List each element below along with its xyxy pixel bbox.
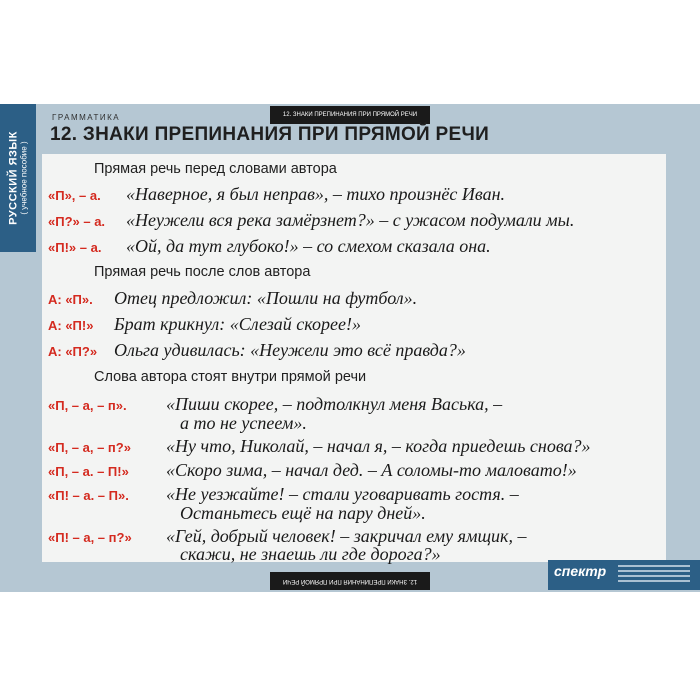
example-sentence: Ольга удивилась: «Неужели это всё правда?» — [114, 340, 466, 360]
example-sentence: «Наверное, я был неправ», – тихо произнёс Иван. — [126, 184, 506, 204]
sentence-continuation: скажи, не знаешь ли где дорога?» — [180, 544, 441, 564]
example-sentence: «Гей, добрый человек! – закричал ему ямщик, – — [166, 526, 527, 546]
publisher-logo: спектр — [554, 563, 607, 579]
punctuation-scheme: А: «П». — [48, 292, 93, 307]
poster — [0, 104, 700, 592]
example-row — [48, 184, 505, 205]
example-row — [48, 236, 491, 257]
example-sentence: Брат крикнул: «Слезай скорее!» — [114, 314, 362, 334]
example-sentence: Отец предложил: «Пошли на футбол». — [114, 288, 418, 308]
example-sentence: «Ой, да тут глубоко!» – со смехом сказала она. — [126, 236, 491, 256]
example-row — [48, 484, 519, 505]
punctuation-scheme: «П, – а, – п?» — [48, 440, 131, 455]
section-heading: Прямая речь перед словами автора — [94, 161, 337, 177]
punctuation-scheme: А: «П!» — [48, 318, 94, 333]
example-sentence: «Неужели вся река замёрзнет?» – с ужасом подумали мы. — [126, 210, 575, 230]
punctuation-scheme: А: «П?» — [48, 344, 98, 359]
bottom-tab: 12. ЗНАКИ ПРЕПИНАНИЯ ПРИ ПРЯМОЙ РЕЧИ — [270, 572, 430, 590]
page-title: 12. ЗНАКИ ПРЕПИНАНИЯ ПРИ ПРЯМОЙ РЕЧИ — [50, 124, 490, 145]
example-sentence: «Скоро зима, – начал дед. – А соломы-то маловато!» — [166, 460, 577, 480]
content-panel — [42, 154, 666, 562]
example-sentence: «Не уезжайте! – стали уговаривать гостя. – — [166, 484, 519, 504]
example-row — [48, 436, 591, 457]
example-row — [48, 394, 502, 415]
punctuation-scheme: «П», – а. — [48, 188, 101, 203]
section-label: ГРАММАТИКА — [52, 113, 121, 122]
section-heading: Прямая речь после слов автора — [94, 264, 311, 280]
sentence-continuation: Останьтесь ещё на пару дней». — [180, 503, 426, 523]
example-row — [48, 210, 574, 231]
subject-sidebar — [0, 104, 36, 252]
punctuation-scheme: «П! – а. – П». — [48, 488, 129, 503]
example-row — [48, 460, 577, 481]
subject-name: РУССКИЙ ЯЗЫК — [7, 131, 20, 225]
top-tab: 12. ЗНАКИ ПРЕПИНАНИЯ ПРИ ПРЯМОЙ РЕЧИ — [270, 106, 430, 124]
example-sentence: «Пиши скорее, – подтолкнул меня Васька, – — [166, 394, 503, 414]
punctuation-scheme: «П, – а, – п». — [48, 398, 127, 413]
publisher-block — [548, 560, 700, 590]
sentence-continuation: а то не успеем». — [180, 413, 307, 433]
punctuation-scheme: «П! – а, – п?» — [48, 530, 132, 545]
example-row — [48, 340, 466, 361]
punctuation-scheme: «П, – а. – П!» — [48, 464, 129, 479]
subject-label — [8, 131, 29, 225]
example-row — [48, 314, 361, 335]
punctuation-scheme: «П?» – а. — [48, 214, 106, 229]
punctuation-scheme: «П!» – а. — [48, 240, 102, 255]
section-heading: Слова автора стоят внутри прямой речи — [94, 369, 367, 385]
example-row — [48, 288, 417, 309]
example-sentence: «Ну что, Николай, – начал я, – когда приедешь снова?» — [166, 436, 591, 456]
subject-subtitle: ( учебное пособие ) — [19, 141, 29, 215]
publisher-info-lines — [618, 565, 690, 585]
